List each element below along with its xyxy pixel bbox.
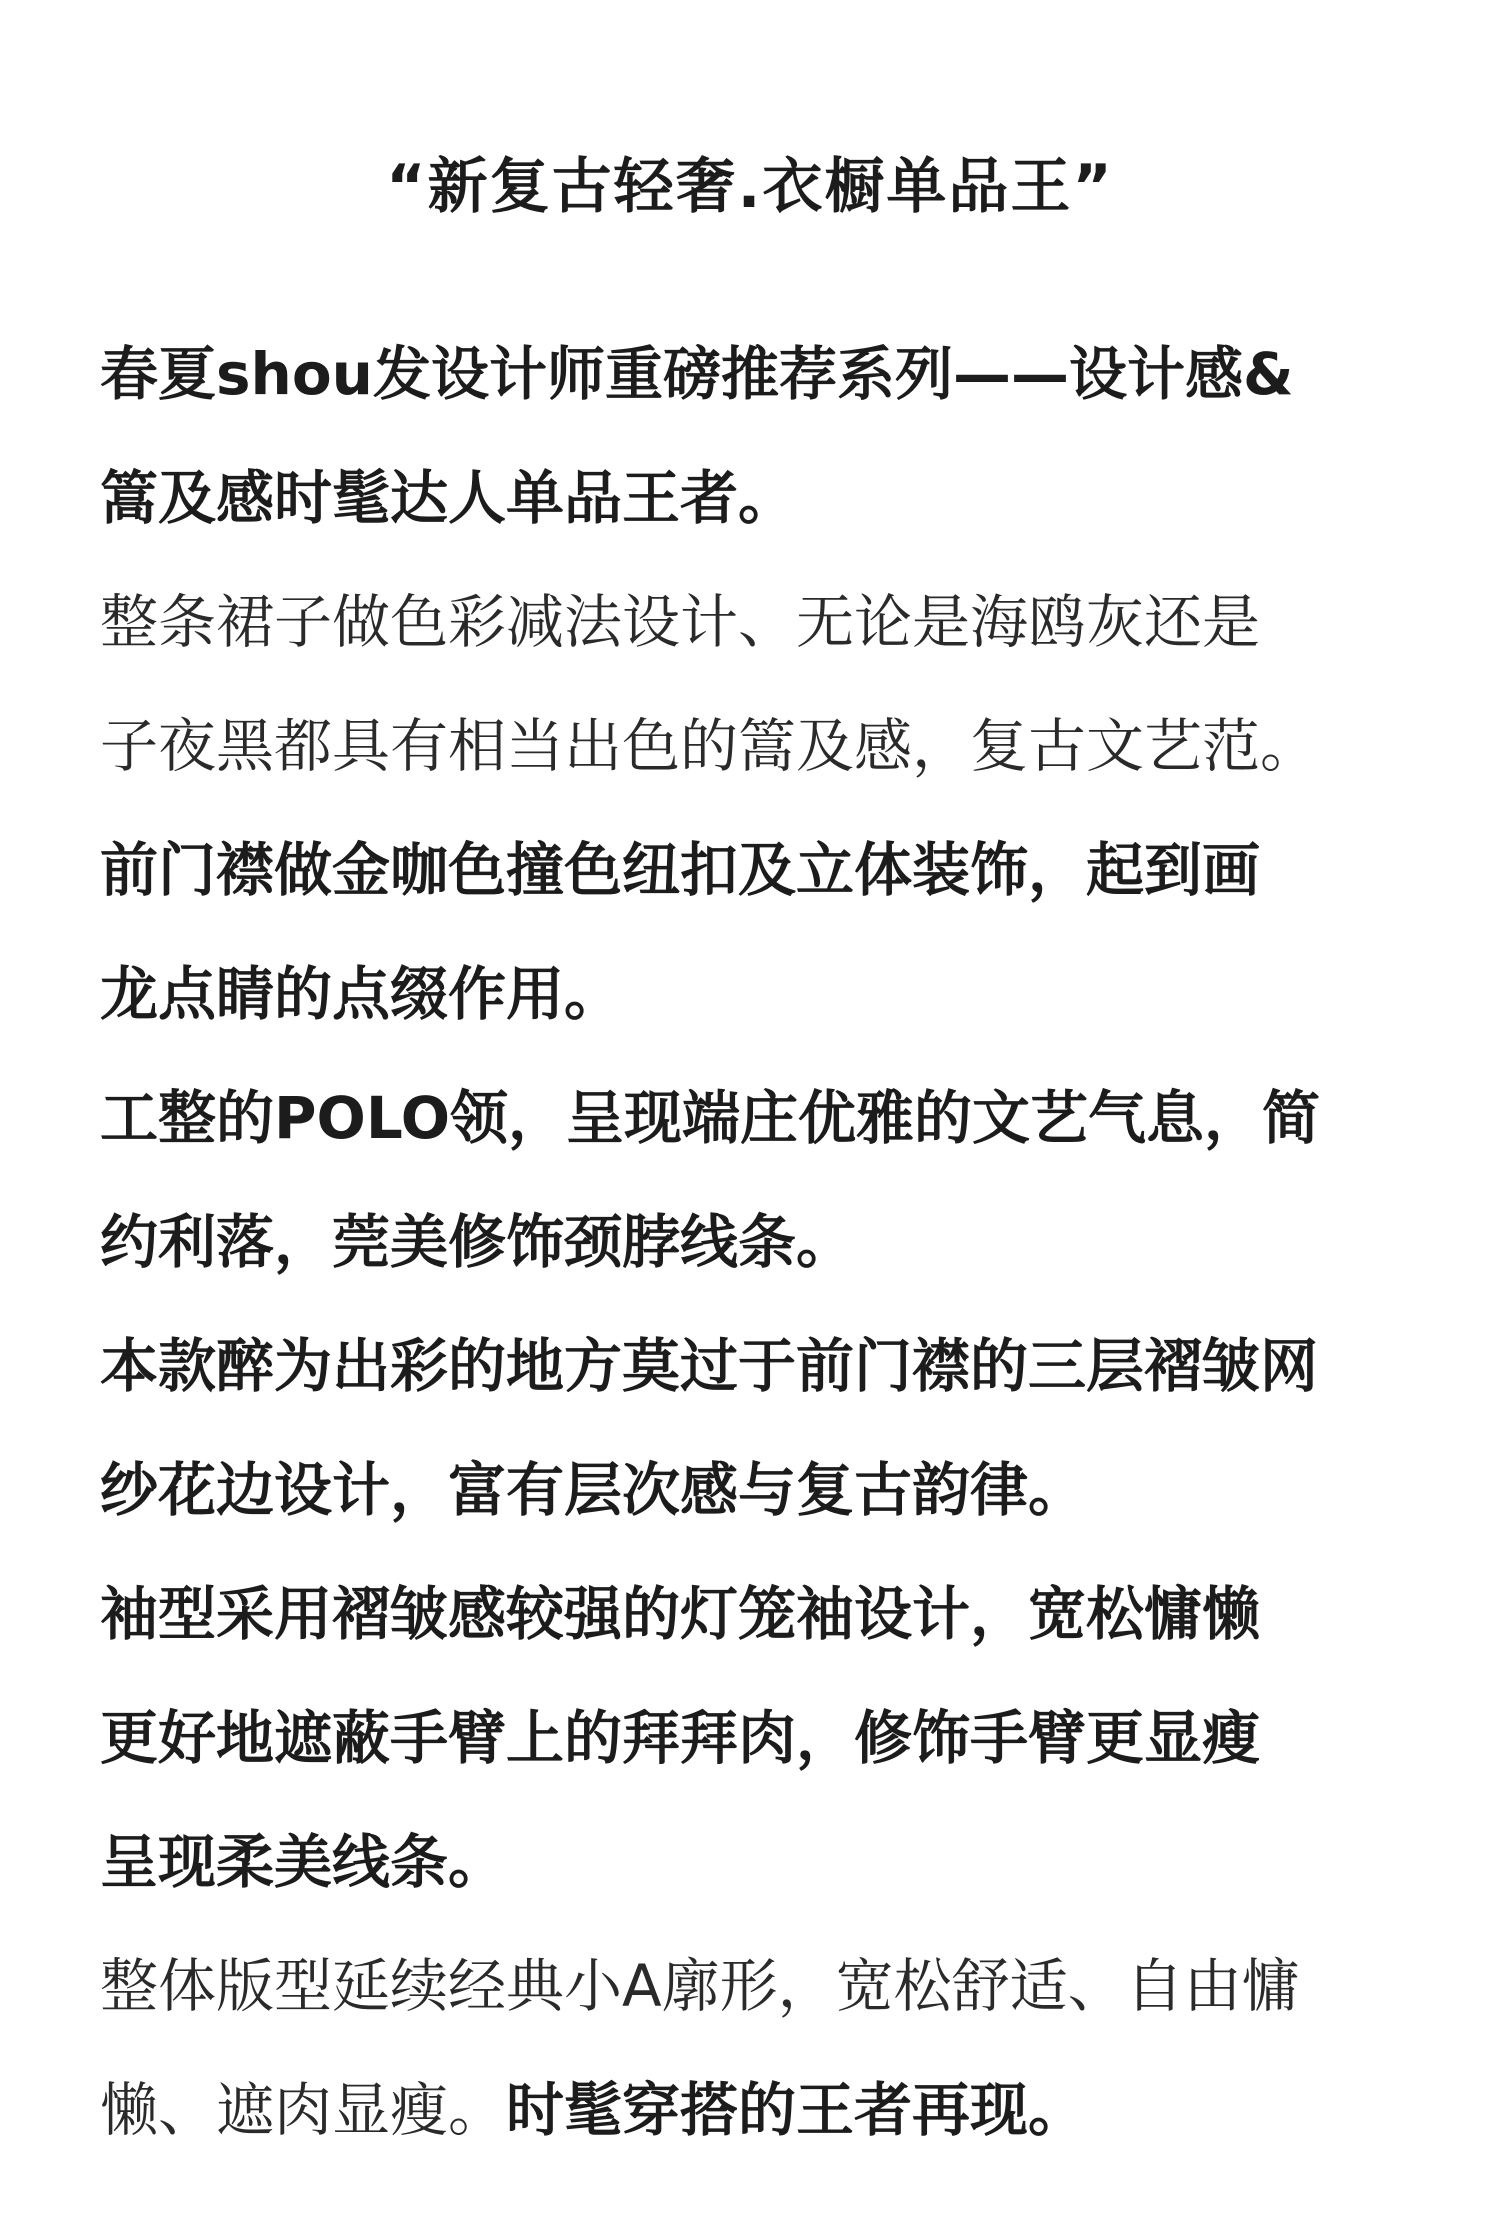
text-line xyxy=(100,932,1480,1056)
text-line xyxy=(100,312,1480,436)
bold-text-segment: 呈现柔美线条。 xyxy=(100,1828,507,1896)
bold-text-segment: 前门襟做金咖色撞色纽扣及立体装饰，起到画 xyxy=(100,836,1261,904)
page-title: “新复古轻奢.衣橱单品王” xyxy=(386,152,1114,222)
bold-text-segment: 时髦穿搭的王者再现。 xyxy=(506,2076,1087,2144)
text-line xyxy=(100,1552,1480,1676)
text-line xyxy=(100,1924,1480,2048)
bold-text-segment: 袖型采用褶皱感较强的灯笼袖设计，宽松慵懒 xyxy=(100,1580,1261,1648)
bold-text-segment: 工整的POLO领，呈现端庄优雅的文艺气息，简 xyxy=(100,1084,1321,1152)
text-line xyxy=(100,1428,1480,1552)
text-line xyxy=(100,1676,1480,1800)
text-segment: 懒、遮肉显瘦。 xyxy=(100,2076,507,2144)
text-line xyxy=(100,1800,1480,1924)
text-line xyxy=(100,436,1480,560)
text-line xyxy=(100,560,1480,684)
text-line xyxy=(100,1180,1480,1304)
bold-text-segment: 春夏shou发设计师重磅推荐系列——设计感& xyxy=(100,340,1294,408)
text-segment: 整体版型延续经典小A廓形，宽松舒适、自由慵 xyxy=(100,1952,1300,2020)
bold-text-segment: 本款醉为出彩的地方莫过于前门襟的三层褶皱网 xyxy=(100,1332,1319,1400)
text-segment: 整条裙子做色彩减法设计、无论是海鸥灰还是 xyxy=(100,588,1261,656)
text-line xyxy=(100,808,1480,932)
bold-text-segment: 更好地遮蔽手臂上的拜拜肉，修饰手臂更显瘦 xyxy=(100,1704,1261,1772)
bold-text-segment: 龙点睛的点缀作用。 xyxy=(100,960,623,1028)
bold-text-segment: 纱花边设计，富有层次感与复古韵律。 xyxy=(100,1456,1087,1524)
bold-text-segment: 约利落，莞美修饰颈脖线条。 xyxy=(100,1208,855,1276)
bold-text-segment: 篙及感时髦达人单品王者。 xyxy=(100,464,797,532)
text-line xyxy=(100,1304,1480,1428)
text-line xyxy=(100,684,1480,808)
text-line xyxy=(100,1056,1480,1180)
description-body xyxy=(100,312,1480,2172)
text-segment: 子夜黑都具有相当出色的篙及感，复古文艺范。 xyxy=(100,712,1319,780)
text-line xyxy=(100,2048,1480,2172)
